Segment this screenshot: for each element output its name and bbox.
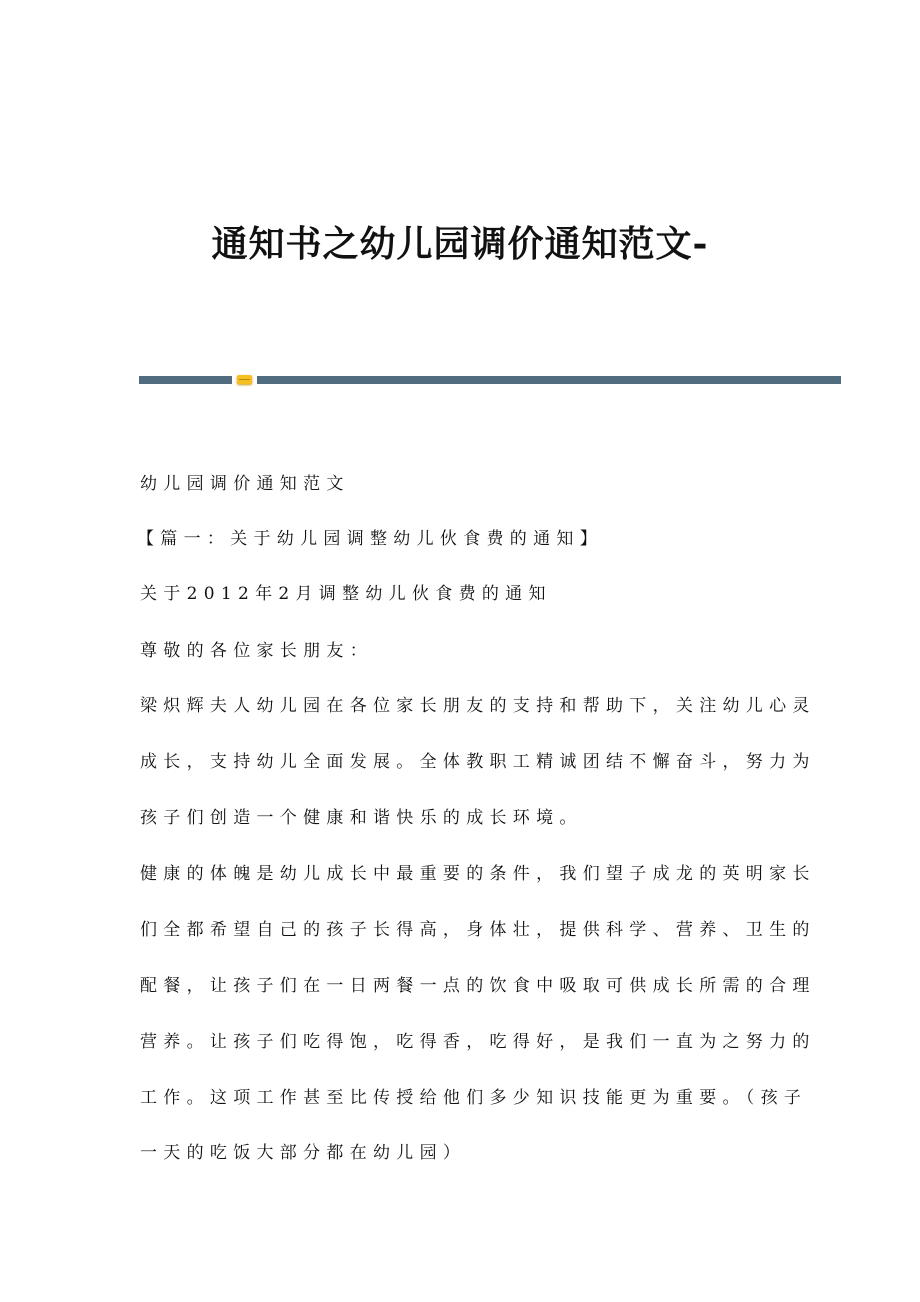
- divider-ornament-icon: [237, 375, 252, 384]
- salutation: 尊敬的各位家长朋友：: [140, 641, 373, 661]
- paragraph-line: 梁炽辉夫人幼儿园在各位家长朋友的支持和帮助下，关注幼儿心灵: [140, 696, 816, 716]
- paragraph-line: 成长，支持幼儿全面发展。全体教职工精诚团结不懈奋斗，努力为: [140, 752, 816, 772]
- paragraph-line: 健康的体魄是幼儿成长中最重要的条件，我们望子成龙的英明家长: [140, 864, 816, 884]
- notice-title: 关于2012年2月调整幼儿伙食费的通知: [140, 584, 552, 604]
- title-divider-right: [257, 376, 841, 384]
- section-heading: 幼儿园调价通知范文: [140, 474, 350, 494]
- title-divider-left: [139, 376, 232, 384]
- paragraph-line: 一天的吃饭大部分都在幼儿园）: [140, 1143, 467, 1163]
- article-heading: 【篇一：关于幼儿园调整幼儿伙食费的通知】: [137, 529, 603, 549]
- paragraph-line: 营养。让孩子们吃得饱，吃得香，吃得好，是我们一直为之努力的: [140, 1032, 816, 1052]
- paragraph-line: 工作。这项工作甚至比传授给他们多少知识技能更为重要。（孩子: [140, 1088, 808, 1108]
- paragraph-line: 孩子们创造一个健康和谐快乐的成长环境。: [140, 808, 583, 828]
- paragraph-line: 们全都希望自己的孩子长得高，身体壮，提供科学、营养、卫生的: [140, 920, 816, 940]
- document-title: 通知书之幼儿园调价通知范文-: [211, 223, 709, 265]
- paragraph-line: 配餐，让孩子们在一日两餐一点的饮食中吸取可供成长所需的合理: [140, 976, 816, 996]
